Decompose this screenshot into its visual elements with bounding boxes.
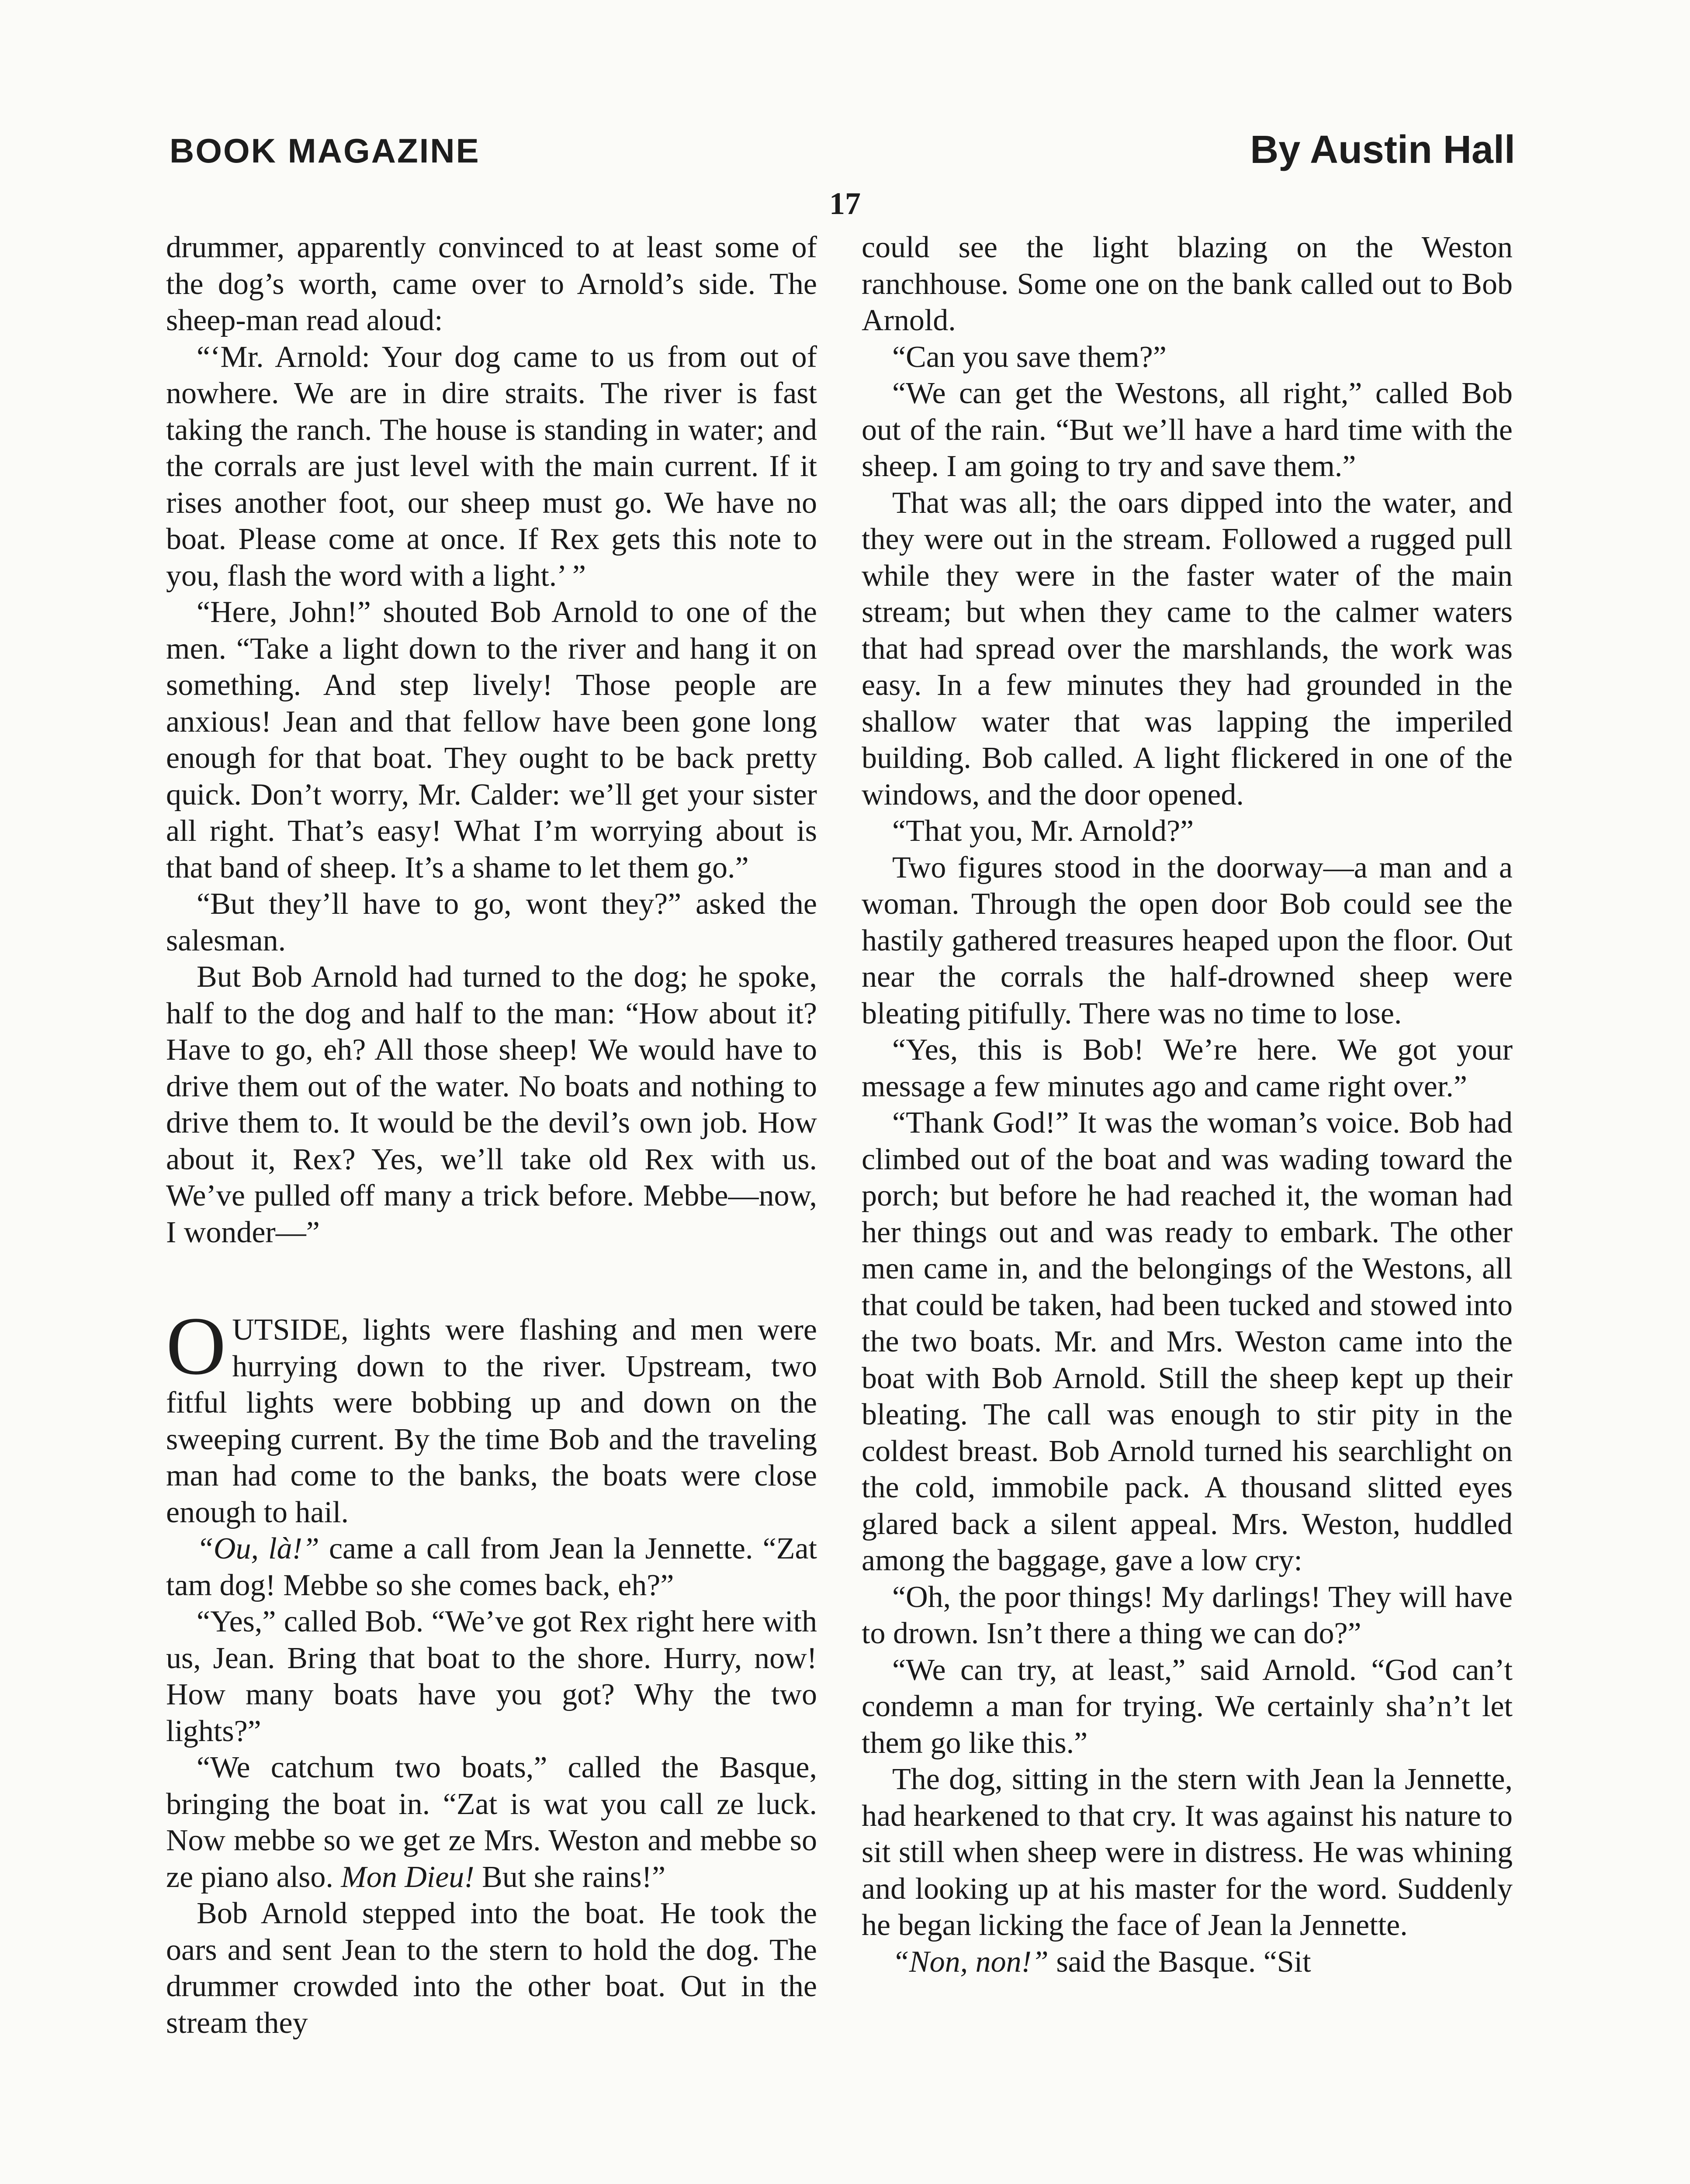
paragraph-text: But she rains!” [474, 1860, 666, 1894]
paragraph: “Yes,” called Bob. “We’ve got Rex right here with us, Jean. Bring that boat to the shore. Hurry, now! How many boats have you got? Why the two lights?” [166, 1605, 817, 1748]
paragraph: “We can try, at least,” said Arnold. “God can’t condemn a man for trying. We certainly sha’n’t let them go like this.” [862, 1653, 1513, 1760]
left-column [166, 229, 817, 2041]
section-opening-paragraph [166, 1300, 817, 1531]
paragraph [862, 1944, 1513, 1980]
paragraph: “Can you save them?” [892, 340, 1167, 374]
paragraph-text: UTSIDE, lights were flashing and men were hurrying down to the river. Upstream, two fitful lights were bobbing up and down on the sweeping current. By the time Bob and the traveling man had come to the banks, the boats were close enough to hail. [166, 1313, 817, 1529]
paragraph: But Bob Arnold had turned to the dog; he spoke, half to the dog and half to the man: “How about it? Have to go, eh? All those sheep! We would have to drive them out of the water. No boats and nothing to drive them to. It would be the devil’s own job. How about it, Rex? Yes, we’ll take old Rex with us. We’ve pulled off many a trick before. Mebbe—now, I wonder—” [166, 960, 817, 1249]
paragraph: “Oh, the poor things! My darlings! They will have to drown. Isn’t there a thing we can do?” [862, 1580, 1513, 1650]
drop-cap: O [166, 1300, 226, 1392]
paragraph: “But they’ll have to go, wont they?” asked the salesman. [166, 887, 817, 957]
author-byline: By Austin Hall [1250, 128, 1515, 172]
paragraph: “‘Mr. Arnold: Your dog came to us from out of nowhere. We are in dire straits. The river is fast taking the ranch. The house is standing in water; and the corrals are just level with the main current. If it rises another foot, our sheep must go. We have no boat. Please come at once. If Rex gets this note to you, flash the word with a light.’ ” [166, 340, 817, 593]
paragraph: could see the light blazing on the Weston ranchhouse. Some one on the bank called out to Bob Arnold. [862, 231, 1513, 337]
magazine-title: BOOK MAGAZINE [170, 131, 480, 170]
italic-exclamation: Mon Dieu! [341, 1860, 474, 1894]
paragraph: “We can get the Westons, all right,” called Bob out of the rain. “But we’ll have a hard time with the sheep. I am going to try and save them.” [862, 377, 1513, 483]
paragraph: drummer, apparently convinced to at least some of the dog’s worth, came over to Arnold’s side. The sheep-man read aloud: [166, 231, 817, 337]
italic-exclamation: “Non, non!” [892, 1945, 1049, 1979]
paragraph: “Thank God!” It was the woman’s voice. Bob had climbed out of the boat and was wading toward the porch; but before he had reached it, the woman had her things out and was ready to embark. The other men came in, and the belongings of the Westons, all that could be taken, had been tucked and stowed into the two boats. Mr. and Mrs. Weston came into the boat with Bob Arnold. Still the sheep kept up their bleating. The call was enough to stir pity in the coldest breast. Bob Arnold turned his searchlight on the cold, immobile pack. A thousand slitted eyes glared back a silent appeal. Mrs. Weston, huddled among the baggage, gave a low cry: [862, 1106, 1513, 1577]
paragraph: Two figures stood in the doorway—a man and a woman. Through the open door Bob could see the hastily gathered treasures heaped upon the floor. Out near the corrals the half-drowned sheep were bleating pitifully. There was no time to lose. [862, 850, 1513, 1030]
section-break [166, 1251, 817, 1312]
italic-exclamation: “Ou, là!” [197, 1532, 319, 1565]
paragraph: “Yes, this is Bob! We’re here. We got your message a few minutes ago and came right over.” [862, 1033, 1513, 1103]
paragraph: That was all; the oars dipped into the water, and they were out in the stream. Followed a rugged pull while they were in the faster water of the main stream; but when they came to the calmer waters that had spread over the marshlands, the work was easy. In a few minutes they had grounded in the shallow water that was lapping the imperiled building. Bob called. A light flickered in one of the windows, and the door opened. [862, 486, 1513, 812]
page-number: 17 [829, 186, 861, 221]
paragraph: “That you, Mr. Arnold?” [892, 814, 1194, 848]
paragraph-text: “We catchum two boats,” called the Basque, bringing the boat in. “Zat is wat you call ze luck. Now mebbe so we get ze Mrs. Weston and mebbe so ze piano also. [166, 1751, 817, 1894]
paragraph: “Here, John!” shouted Bob Arnold to one of the men. “Take a light down to the river and hang it on something. And step lively! Those people are anxious! Jean and that fellow have been gone long enough for that boat. They ought to be back pretty quick. Don’t worry, Mr. Calder: we’ll get your sister all right. That’s easy! What I’m worrying about is that band of sheep. It’s a shame to let them go.” [166, 595, 817, 885]
paragraph-text: said the Basque. “Sit [1048, 1945, 1311, 1979]
paragraph [166, 1749, 817, 1895]
right-column [862, 229, 1513, 1980]
paragraph [166, 1531, 817, 1603]
paragraph-text: came a call from Jean la Jennette. “Zat tam dog! Mebbe so she comes back, eh?” [166, 1532, 817, 1602]
paragraph: The dog, sitting in the stern with Jean la Jennette, had hearkened to that cry. It was against his nature to sit still when sheep were in distress. He was whining and looking up at his master for the word. Suddenly he began licking the face of Jean la Jennette. [862, 1762, 1513, 1942]
paragraph: Bob Arnold stepped into the boat. He took the oars and sent Jean to the stern to hold the dog. The drummer crowded into the other boat. Out in the stream they [166, 1897, 817, 2040]
